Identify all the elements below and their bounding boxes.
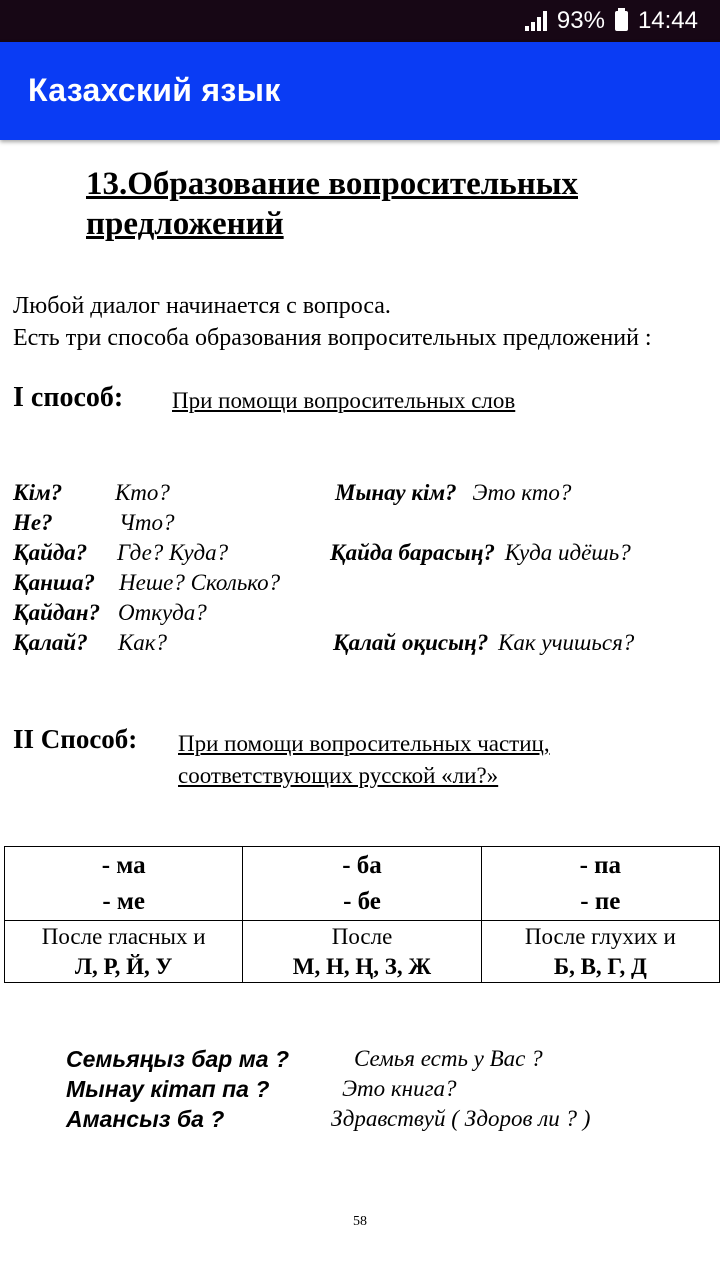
question-word-ru: Где? Куда?	[117, 540, 229, 565]
intro-line: Любой диалог начинается с вопроса.	[13, 293, 391, 319]
particle: - пе	[580, 887, 621, 915]
table-row	[5, 921, 720, 983]
page-title	[86, 164, 578, 244]
question-phrase-kz: Мынау кім?	[335, 480, 457, 505]
signal-icon	[525, 11, 547, 31]
question-word-row	[13, 480, 62, 506]
question-phrase-ru: Куда идёшь?	[504, 540, 631, 565]
question-phrase-kz: Қайда барасың?	[330, 540, 495, 565]
question-word-kz: Кім?	[13, 480, 63, 505]
rule-letters: Б, В, Г, Д	[553, 953, 647, 979]
method2-description-line: соответствующих русской «ли?»	[178, 763, 499, 788]
question-word-kz: Қанша?	[13, 570, 96, 595]
question-word-row	[13, 510, 53, 536]
clock: 14:44	[637, 7, 698, 34]
question-word-ru: Что?	[119, 510, 175, 535]
status-bar	[0, 0, 720, 42]
intro-line: Есть три способа образования вопросительных предложений :	[13, 325, 652, 351]
question-word-ru: Откуда?	[118, 600, 207, 625]
table-cell	[243, 921, 481, 983]
question-word-kz: Қалай?	[13, 630, 88, 655]
battery-percent: 93%	[556, 7, 605, 34]
battery-icon	[615, 11, 628, 31]
example-kz: Семьяңыз бар ма ?	[66, 1046, 289, 1072]
question-phrase	[330, 540, 631, 566]
question-word-ru: Кто?	[115, 480, 170, 505]
intro-text	[13, 290, 652, 354]
app-title: Казахский язык	[28, 72, 281, 108]
particles-table	[4, 846, 720, 983]
example-kz: Мынау кітап па ?	[66, 1076, 270, 1102]
question-word-row	[13, 630, 88, 656]
table-cell	[5, 921, 243, 983]
rule-text: После	[331, 923, 393, 949]
example-ru: Это книга?	[342, 1076, 457, 1101]
example-ru: Семья есть у Вас ?	[354, 1046, 543, 1071]
rule-letters: М, Н, Ң, З, Ж	[292, 953, 432, 979]
table-cell	[481, 847, 719, 921]
status-indicators	[525, 8, 698, 34]
particle: - ме	[102, 887, 146, 915]
question-word-ru: Неше? Сколько?	[119, 570, 281, 595]
rule-text: После гласных и	[41, 923, 206, 949]
table-cell	[243, 847, 481, 921]
question-phrase-kz: Қалай оқисың?	[333, 630, 489, 655]
question-word-row	[13, 570, 95, 596]
particle: - ба	[342, 851, 382, 879]
method2-description	[178, 728, 550, 792]
table-cell	[481, 921, 719, 983]
question-phrase	[333, 630, 634, 656]
question-phrase	[335, 480, 571, 506]
method2-label: II Способ:	[13, 724, 138, 754]
question-word-ru: Как?	[118, 630, 168, 655]
page-content[interactable]	[0, 140, 720, 1280]
rule-letters: Л, Р, Й, У	[74, 953, 173, 979]
example-kz: Амансыз ба ?	[66, 1106, 225, 1132]
question-phrase-ru: Это кто?	[472, 480, 572, 505]
particle: - бе	[343, 887, 381, 915]
question-word-kz: Не?	[13, 510, 53, 535]
particle: - ма	[101, 851, 146, 879]
method1-description: При помощи вопросительных слов	[172, 388, 516, 413]
question-word-kz: Қайдан?	[13, 600, 101, 625]
question-word-kz: Қайда?	[13, 540, 88, 565]
question-phrase-ru: Как учишься?	[498, 630, 635, 655]
rule-text: После глухих и	[524, 923, 676, 949]
method2-description-line: При помощи вопросительных частиц,	[178, 731, 550, 756]
app-bar	[0, 42, 720, 140]
question-word-row	[13, 600, 100, 626]
table-row	[5, 847, 720, 921]
question-word-row	[13, 540, 87, 566]
page-title-line: предложений	[86, 206, 284, 242]
page-number: 58	[353, 1214, 367, 1229]
particle: - па	[579, 851, 622, 879]
method1-label: I способ:	[13, 382, 124, 413]
example-ru: Здравствуй ( Здоров ли ? )	[331, 1106, 591, 1131]
table-cell	[5, 847, 243, 921]
page-title-line: 13.Образование вопросительных	[86, 166, 578, 202]
